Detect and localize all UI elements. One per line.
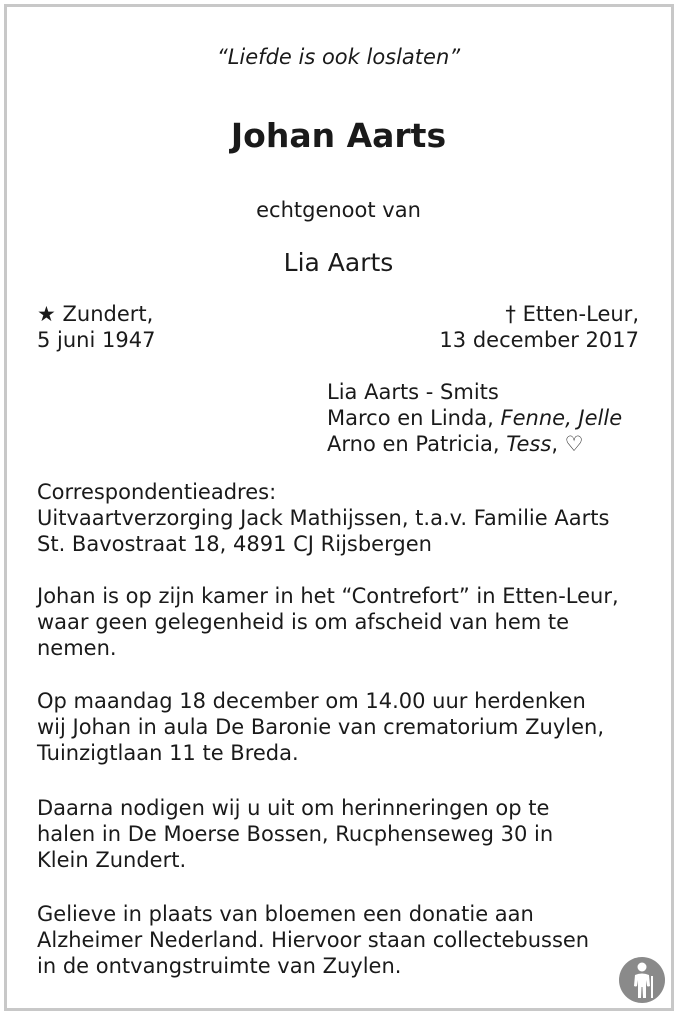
correspondence-heading: Correspondentieadres:: [37, 480, 277, 504]
paragraph-room: [37, 583, 619, 661]
relation-text: echtgenoot van: [256, 198, 421, 222]
family-line-2: [327, 405, 622, 431]
paragraph-room-line-2: waar geen gelegenheid is om afscheid van hem te: [37, 610, 570, 634]
paragraph-after: [37, 795, 553, 873]
paragraph-after-line-1: Daarna nodigen wij u uit om herinneringen op te: [37, 796, 550, 820]
correspondence-address: [37, 479, 609, 557]
family-line-1: Lia Aarts - Smits: [327, 380, 499, 404]
paragraph-donation-line-2: Alzheimer Nederland. Hiervoor staan collectebussen: [37, 928, 590, 952]
family-line-2-children: Fenne, Jelle: [500, 406, 623, 430]
deceased-name: Johan Aarts: [230, 116, 447, 155]
paragraph-ceremony-line-1: Op maandag 18 december om 14.00 uur herdenken: [37, 689, 586, 713]
paragraph-room-line-1: Johan is op zijn kamer in het “Contrefort” in Etten-Leur,: [37, 584, 619, 608]
paragraph-after-line-2: halen in De Moerse Bossen, Rucphenseweg 30 in: [37, 822, 554, 846]
paragraph-after-line-3: Klein Zundert.: [37, 848, 187, 872]
mourning-figure-icon: [618, 956, 666, 1004]
birth-info: [37, 301, 155, 353]
correspondence-line-3: St. Bavostraat 18, 4891 CJ Rijsbergen: [37, 532, 432, 556]
death-date: 13 december 2017: [439, 328, 639, 352]
paragraph-ceremony-line-3: Tuinzigtlaan 11 te Breda.: [37, 741, 299, 765]
family-line-3: [327, 431, 622, 457]
family-list: [327, 379, 622, 457]
motto: “Liefde is ook loslaten”: [216, 45, 461, 69]
birth-place: ★ Zundert,: [37, 302, 154, 326]
death-place: † Etten-Leur,: [505, 302, 639, 326]
family-line-3-suffix: , ♡: [551, 432, 584, 456]
paragraph-ceremony-line-2: wij Johan in aula De Baronie van crematorium Zuylen,: [37, 715, 604, 739]
death-info: [439, 301, 639, 353]
paragraph-ceremony: [37, 688, 604, 766]
paragraph-donation-line-1: Gelieve in plaats van bloemen een donatie aan: [37, 902, 534, 926]
family-line-3-parents: Arno en Patricia,: [327, 432, 507, 456]
spouse-name: Lia Aarts: [283, 248, 394, 277]
paragraph-donation: [37, 901, 589, 979]
birth-date: 5 juni 1947: [37, 328, 156, 352]
paragraph-donation-line-3: in de ontvangstruimte van Zuylen.: [37, 954, 402, 978]
family-line-3-child: Tess: [506, 432, 552, 456]
paragraph-room-line-3: nemen.: [37, 636, 117, 660]
family-line-2-parents: Marco en Linda,: [327, 406, 501, 430]
correspondence-line-2: Uitvaartverzorging Jack Mathijssen, t.a.v. Familie Aarts: [37, 506, 610, 530]
